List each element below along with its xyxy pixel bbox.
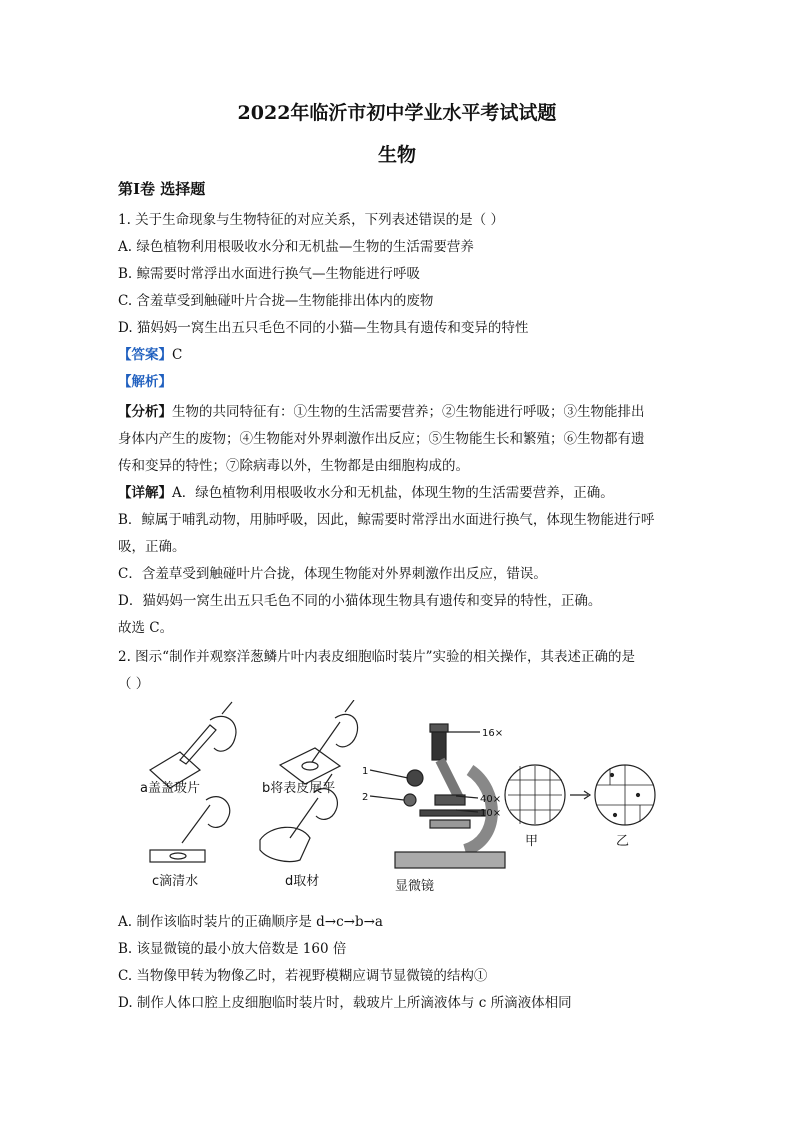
q1-xiangjie-b-2: 吸，正确。 <box>118 539 186 555</box>
mark-40x: 40× <box>480 794 502 805</box>
xiangjie-a-text: A．绿色植物利用根吸收水分和无机盐，体现生物的生活需要营养，正确。 <box>172 485 614 501</box>
q1-option-d: D. 猫妈妈一窝生出五只毛色不同的小猫—生物具有遗传和变异的特性 <box>118 320 529 336</box>
label-jia: 甲 <box>525 834 539 849</box>
q2-stem-2: （ ） <box>118 676 150 692</box>
answer-tag: 【答案】 <box>118 347 172 363</box>
panel-b-illustration <box>280 700 358 784</box>
experiment-figure <box>140 700 660 900</box>
q1-fenxi-line-1 <box>118 404 645 420</box>
q1-fenxi-line-3: 传和变异的特性；⑦除病毒以外，生物都是由细胞构成的。 <box>118 458 469 474</box>
q1-option-b: B. 鲸需要时常浮出水面进行换气—生物能进行呼吸 <box>118 266 421 282</box>
q1-option-c: C. 含羞草受到触碰叶片合拢—生物能排出体内的废物 <box>118 293 434 309</box>
mark-2: 2 <box>362 792 369 803</box>
q1-stem: 1. 关于生命现象与生物特征的对应关系，下列表述错误的是（ ） <box>118 212 504 228</box>
q1-xiangjie-d: D．猫妈妈一窝生出五只毛色不同的小猫体现生物具有遗传和变异的特性，正确。 <box>118 593 602 609</box>
label-scope: 显微镜 <box>395 879 435 894</box>
label-yi: 乙 <box>616 834 630 849</box>
q1-xiangjie-b-1: B．鲸属于哺乳动物，用肺呼吸，因此，鲸需要时常浮出水面进行换气，体现生物能进行呼 <box>118 512 655 528</box>
panel-c-illustration <box>150 797 230 862</box>
q1-answer <box>118 347 182 363</box>
section-heading: 第I卷 选择题 <box>118 180 206 198</box>
subject-title: 生物 <box>377 144 416 166</box>
mark-10x: 10× <box>480 808 502 819</box>
q1-xiangjie-c: C．含羞草受到触碰叶片合拢，体现生物能对外界刺激作出反应，错误。 <box>118 566 547 582</box>
q2-option-a: A. 制作该临时装片的正确顺序是 d→c→b→a <box>118 914 383 930</box>
figure-svg <box>140 700 660 900</box>
label-c: c滴清水 <box>152 874 199 889</box>
cell-view-jia <box>505 765 565 825</box>
arrow-jia-to-yi <box>570 791 590 799</box>
q1-option-a: A. 绿色植物利用根吸收水分和无机盐—生物的生活需要营养 <box>118 239 474 255</box>
q1-fenxi-line-2: 身体内产生的废物；④生物能对外界刺激作出反应；⑤生物能生长和繁殖；⑥生物都有遗 <box>118 431 645 447</box>
exam-title: 2022年临沂市初中学业水平考试试题 <box>237 102 557 124</box>
label-d: d取材 <box>285 874 320 889</box>
label-b: b将表皮展平 <box>262 781 336 796</box>
xiangjie-tag: 【详解】 <box>118 485 172 501</box>
mark-16x: 16× <box>482 728 504 739</box>
q2-option-c: C. 当物像甲转为物像乙时，若视野模糊应调节显微镜的结构① <box>118 968 488 984</box>
label-a: a盖盖玻片 <box>140 781 200 796</box>
q2-stem-1: 2. 图示“制作并观察洋葱鳞片叶内表皮细胞临时装片”实验的相关操作，其表述正确的是 <box>118 649 635 665</box>
mark-1: 1 <box>362 766 369 777</box>
analysis-tag: 【解析】 <box>118 374 172 390</box>
q1-xiangjie-a <box>118 485 614 501</box>
q1-analysis-heading <box>118 374 172 390</box>
q2-option-b: B. 该显微镜的最小放大倍数是 160 倍 <box>118 941 347 957</box>
answer-value: C <box>172 347 183 363</box>
q1-conclusion: 故选 C。 <box>118 620 174 636</box>
panel-a-illustration <box>150 702 236 788</box>
fenxi-text-1: 生物的共同特征有：①生物的生活需要营养；②生物能进行呼吸；③生物能排出 <box>172 404 645 420</box>
q2-option-d: D. 制作人体口腔上皮细胞临时装片时，载玻片上所滴液体与 c 所滴液体相同 <box>118 995 572 1011</box>
cell-view-yi <box>595 765 655 825</box>
fenxi-tag: 【分析】 <box>118 404 172 420</box>
